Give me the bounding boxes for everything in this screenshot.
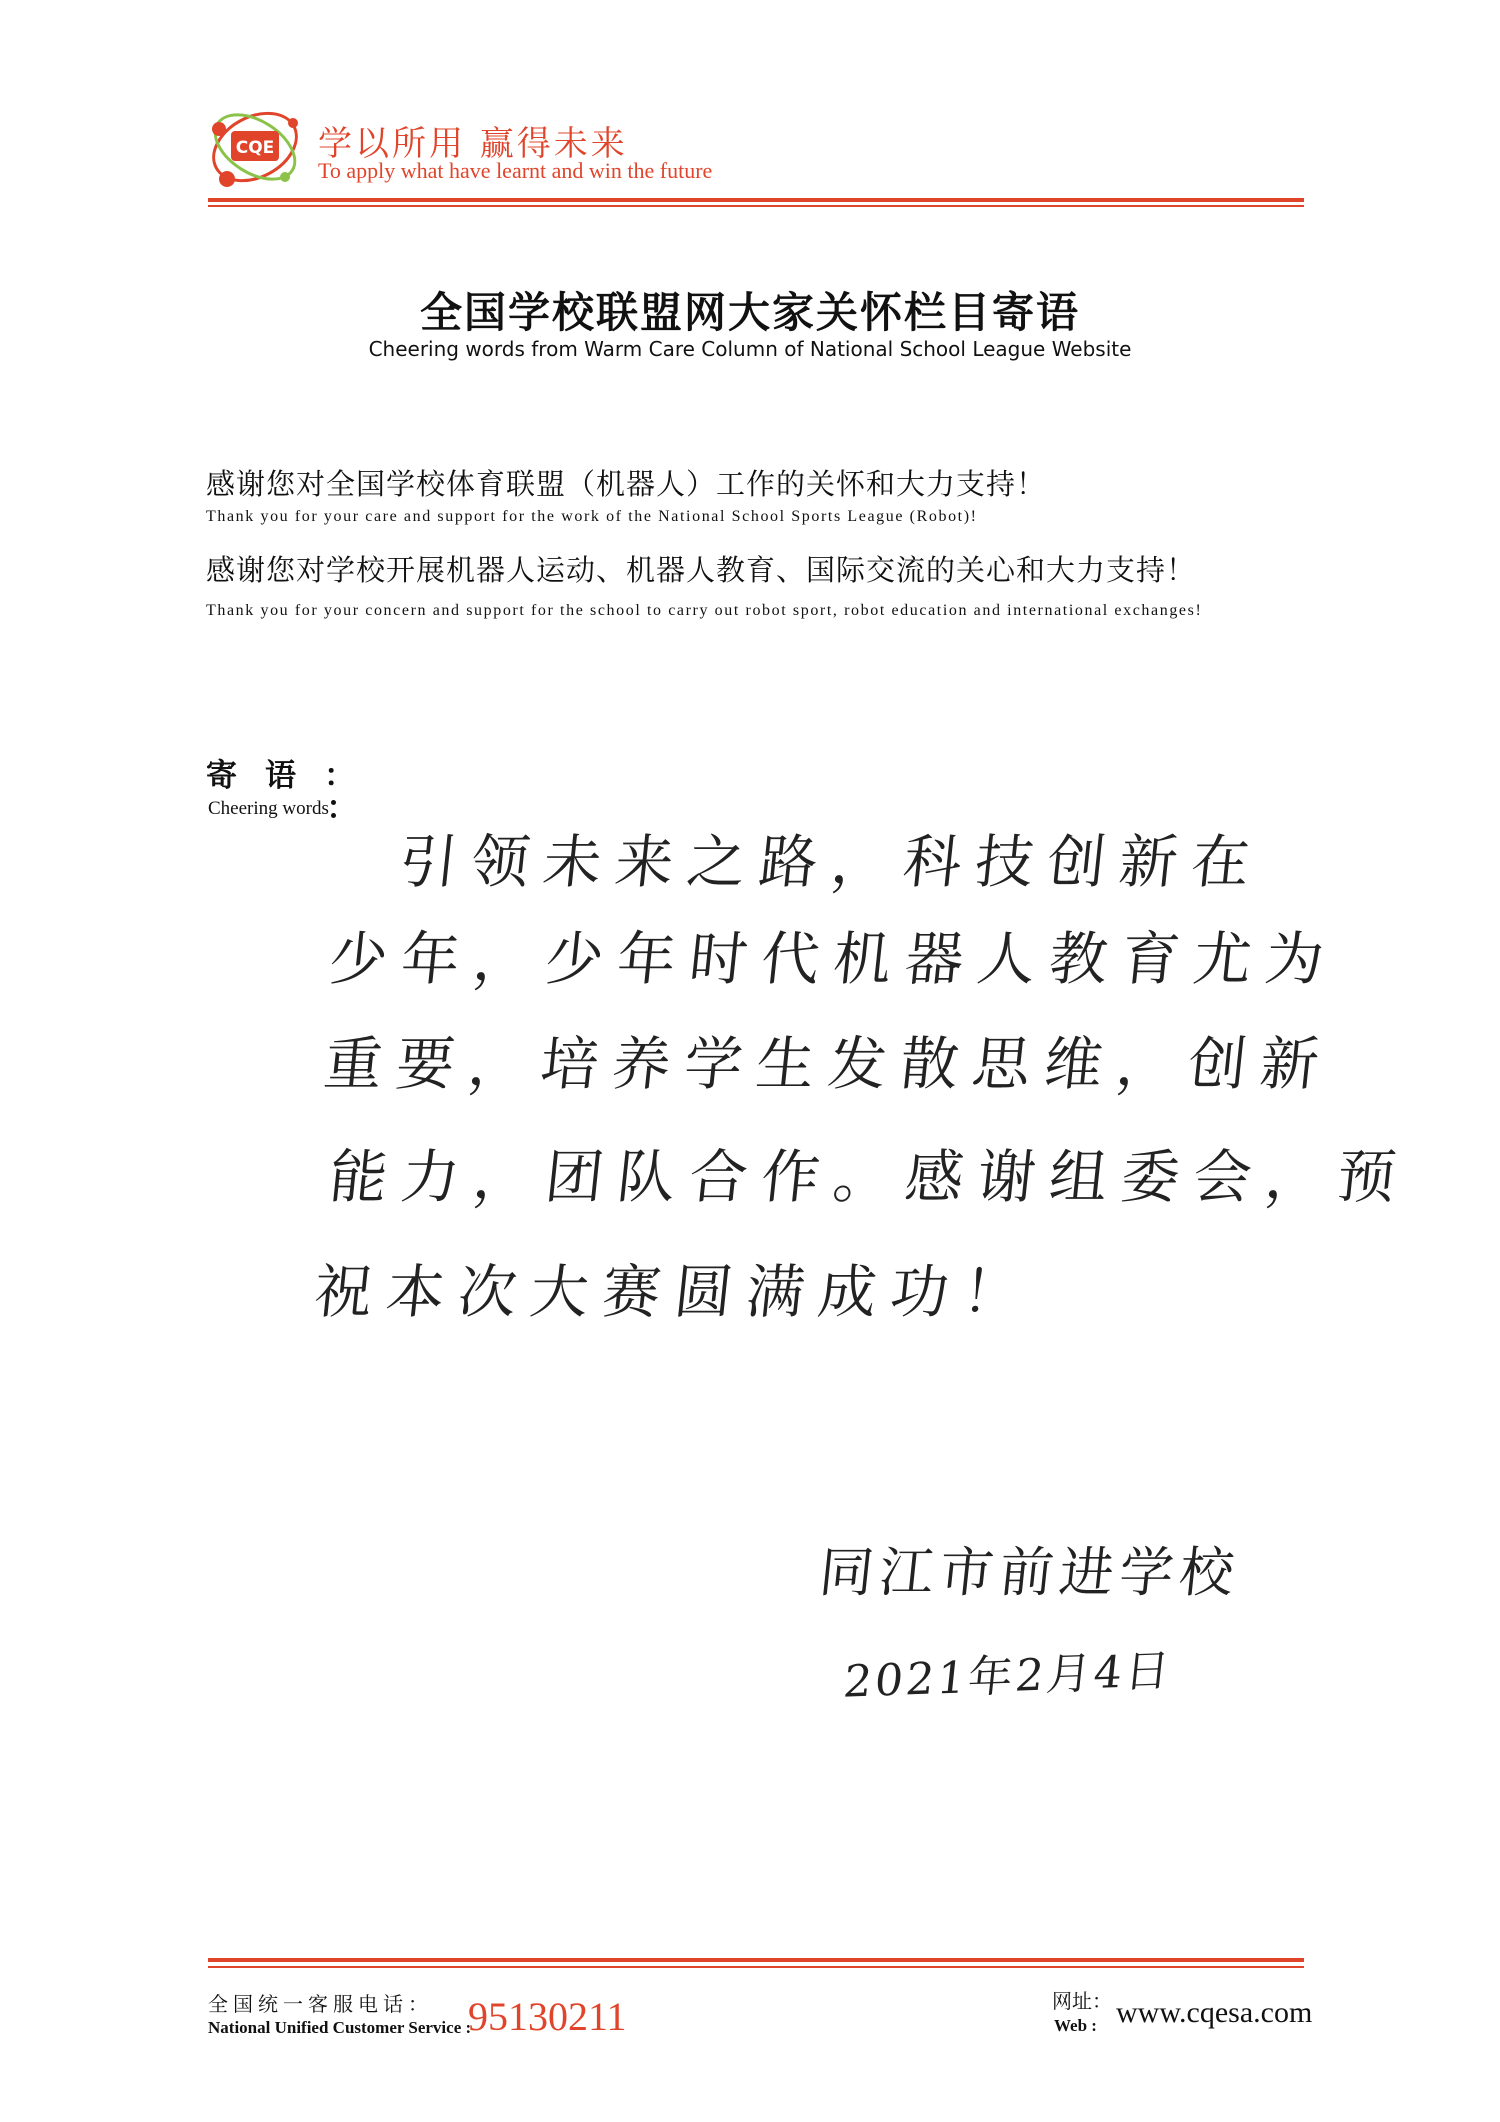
header-rule-thin (208, 205, 1304, 207)
cheering-label-cn: 寄语： (206, 758, 383, 794)
thanks-line-2-cn: 感谢您对学校开展机器人运动、机器人教育、国际交流的关心和大力支持！ (206, 553, 1197, 587)
hotline-label-cn: 全国统一客服电话： (208, 1992, 433, 2016)
footer-rule-thick (208, 1958, 1304, 1962)
handwritten-line-4: 能力，团队合作。感谢组委会，预 (325, 1143, 1414, 1211)
colon-dot-top (331, 800, 336, 805)
handwritten-date: 2021年2月4日 (841, 1645, 1175, 1708)
hotline-label-en: National Unified Customer Service : (208, 2018, 472, 2037)
page-title: 全国学校联盟网大家关怀栏目寄语 (419, 288, 1080, 337)
thanks-line-1-cn: 感谢您对全国学校体育联盟（机器人）工作的关怀和大力支持！ (206, 467, 1047, 501)
header-rule-thick (208, 198, 1304, 202)
cheering-label-en: Cheering words (208, 798, 329, 819)
handwritten-line-1: 引领未来之路，科技创新在 (395, 828, 1268, 896)
handwritten-signature: 同江市前进学校 (816, 1541, 1243, 1604)
slogan-chinese: 学以所用 赢得未来 (318, 124, 628, 164)
handwritten-line-2: 少年，少年时代机器人教育尤为 (325, 925, 1342, 993)
website-url: www.cqesa.com (1116, 1996, 1313, 2029)
handwritten-line-3: 重要，培养学生发散思维，创新 (320, 1030, 1337, 1098)
cqe-logo (205, 95, 305, 195)
hotline-number: 95130211 (468, 1994, 627, 2039)
website-label-cn: 网址： (1052, 1989, 1112, 2013)
thanks-line-1-en: Thank you for your care and support for the work of the National School Sports League (Robot)! (206, 508, 978, 525)
slogan-english: To apply what have learnt and win the future (318, 158, 713, 183)
page-subtitle: Cheering words from Warm Care Column of National School League Website (368, 337, 1132, 361)
footer-rule-thin (208, 1966, 1304, 1968)
handwritten-line-5: 祝本次大赛圆满成功！ (310, 1258, 1039, 1326)
thanks-line-2-en: Thank you for your concern and support for the school to carry out robot sport, robot education and international exchanges! (206, 602, 1203, 619)
colon-dot-bottom (331, 813, 336, 818)
logo-text: CQE (235, 138, 275, 158)
website-label-en: Web : (1054, 2016, 1097, 2035)
